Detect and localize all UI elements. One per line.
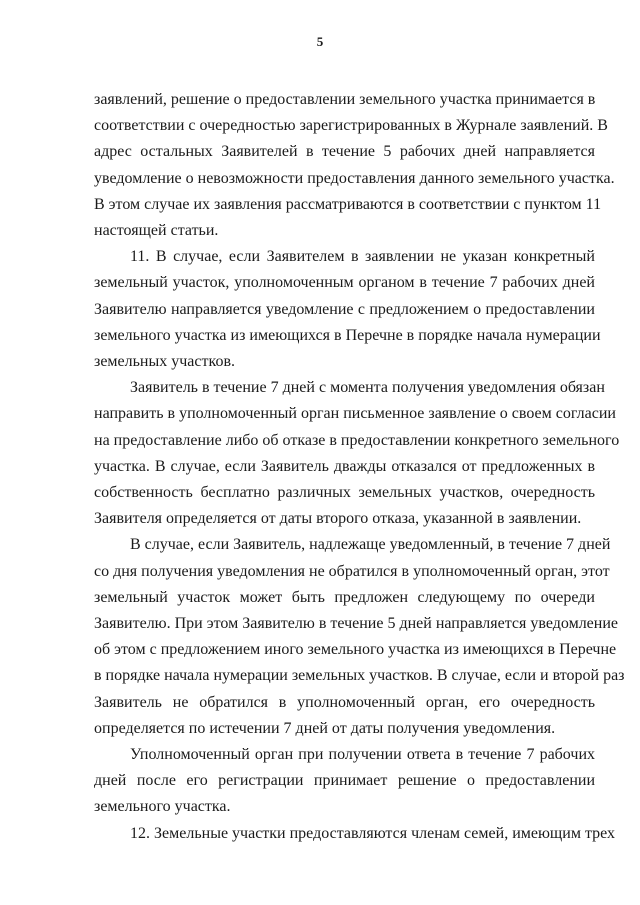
text-line: В случае, если Заявитель, надлежаще уведомленный, в течение 7 дней xyxy=(130,536,611,554)
text-line: Заявитель в течение 7 дней с момента получения уведомления обязан xyxy=(130,379,605,397)
text-line: определяется по истечении 7 дней от даты получения уведомления. xyxy=(94,719,556,737)
text-line: Заявителю. При этом Заявителю в течение 5 дней направляется уведомление xyxy=(94,615,619,633)
text-line: 12. Земельные участки предоставляются членам семей, имеющим трех xyxy=(130,824,616,842)
text-line: земельный участок может быть предложен следующему по очереди xyxy=(94,588,595,606)
text-line: Заявителю направляется уведомление с предложением о предоставлении xyxy=(94,300,595,318)
text-line: на предоставление либо об отказе в предоставлении конкретного земельного xyxy=(94,431,620,449)
text-line: уведомление о невозможности предоставления данного земельного участка. xyxy=(94,169,615,187)
text-line: дней после его регистрации принимает решение о предоставлении xyxy=(94,772,595,790)
text-line: об этом с предложением иного земельного участка из имеющихся в Перечне xyxy=(94,641,617,659)
text-line: соответствии с очередностью зарегистрированных в Журнале заявлений. В xyxy=(94,117,608,135)
text-line: земельный участок, уполномоченным органом в течение 7 рабочих дней xyxy=(94,274,595,292)
text-line: собственность бесплатно различных земельных участков, очередность xyxy=(94,484,595,502)
text-line: Заявитель не обратился в уполномоченный орган, его очередность xyxy=(94,693,595,711)
text-line: земельного участка из имеющихся в Перечне в порядке начала нумерации xyxy=(94,326,601,344)
text-line: участка. В случае, если Заявитель дважды отказался от предложенных в xyxy=(94,457,595,475)
document-body xyxy=(94,87,625,847)
text-line: в порядке начала нумерации земельных участков. В случае, если и второй раз xyxy=(94,667,625,685)
text-line: земельного участка. xyxy=(94,798,231,816)
text-line: В этом случае их заявления рассматриваются в соответствии с пунктом 11 xyxy=(94,195,602,213)
text-line: Заявителя определяется от даты второго отказа, указанной в заявлении. xyxy=(94,510,582,528)
text-line: адрес остальных Заявителей в течение 5 рабочих дней направляется xyxy=(94,143,595,161)
text-line: Уполномоченный орган при получении ответа в течение 7 рабочих xyxy=(130,746,595,764)
text-line: со дня получения уведомления не обратился в уполномоченный орган, этот xyxy=(94,562,610,580)
text-line: настоящей статьи. xyxy=(94,222,219,240)
text-line: заявлений, решение о предоставлении земельного участка принимается в xyxy=(94,91,596,108)
text-line: 11. В случае, если Заявителем в заявлении не указан конкретный xyxy=(130,248,595,266)
page-number: 5 xyxy=(316,34,324,49)
text-line: направить в уполномоченный орган письменное заявление о своем согласии xyxy=(94,405,616,423)
text-line: земельных участков. xyxy=(94,353,235,371)
